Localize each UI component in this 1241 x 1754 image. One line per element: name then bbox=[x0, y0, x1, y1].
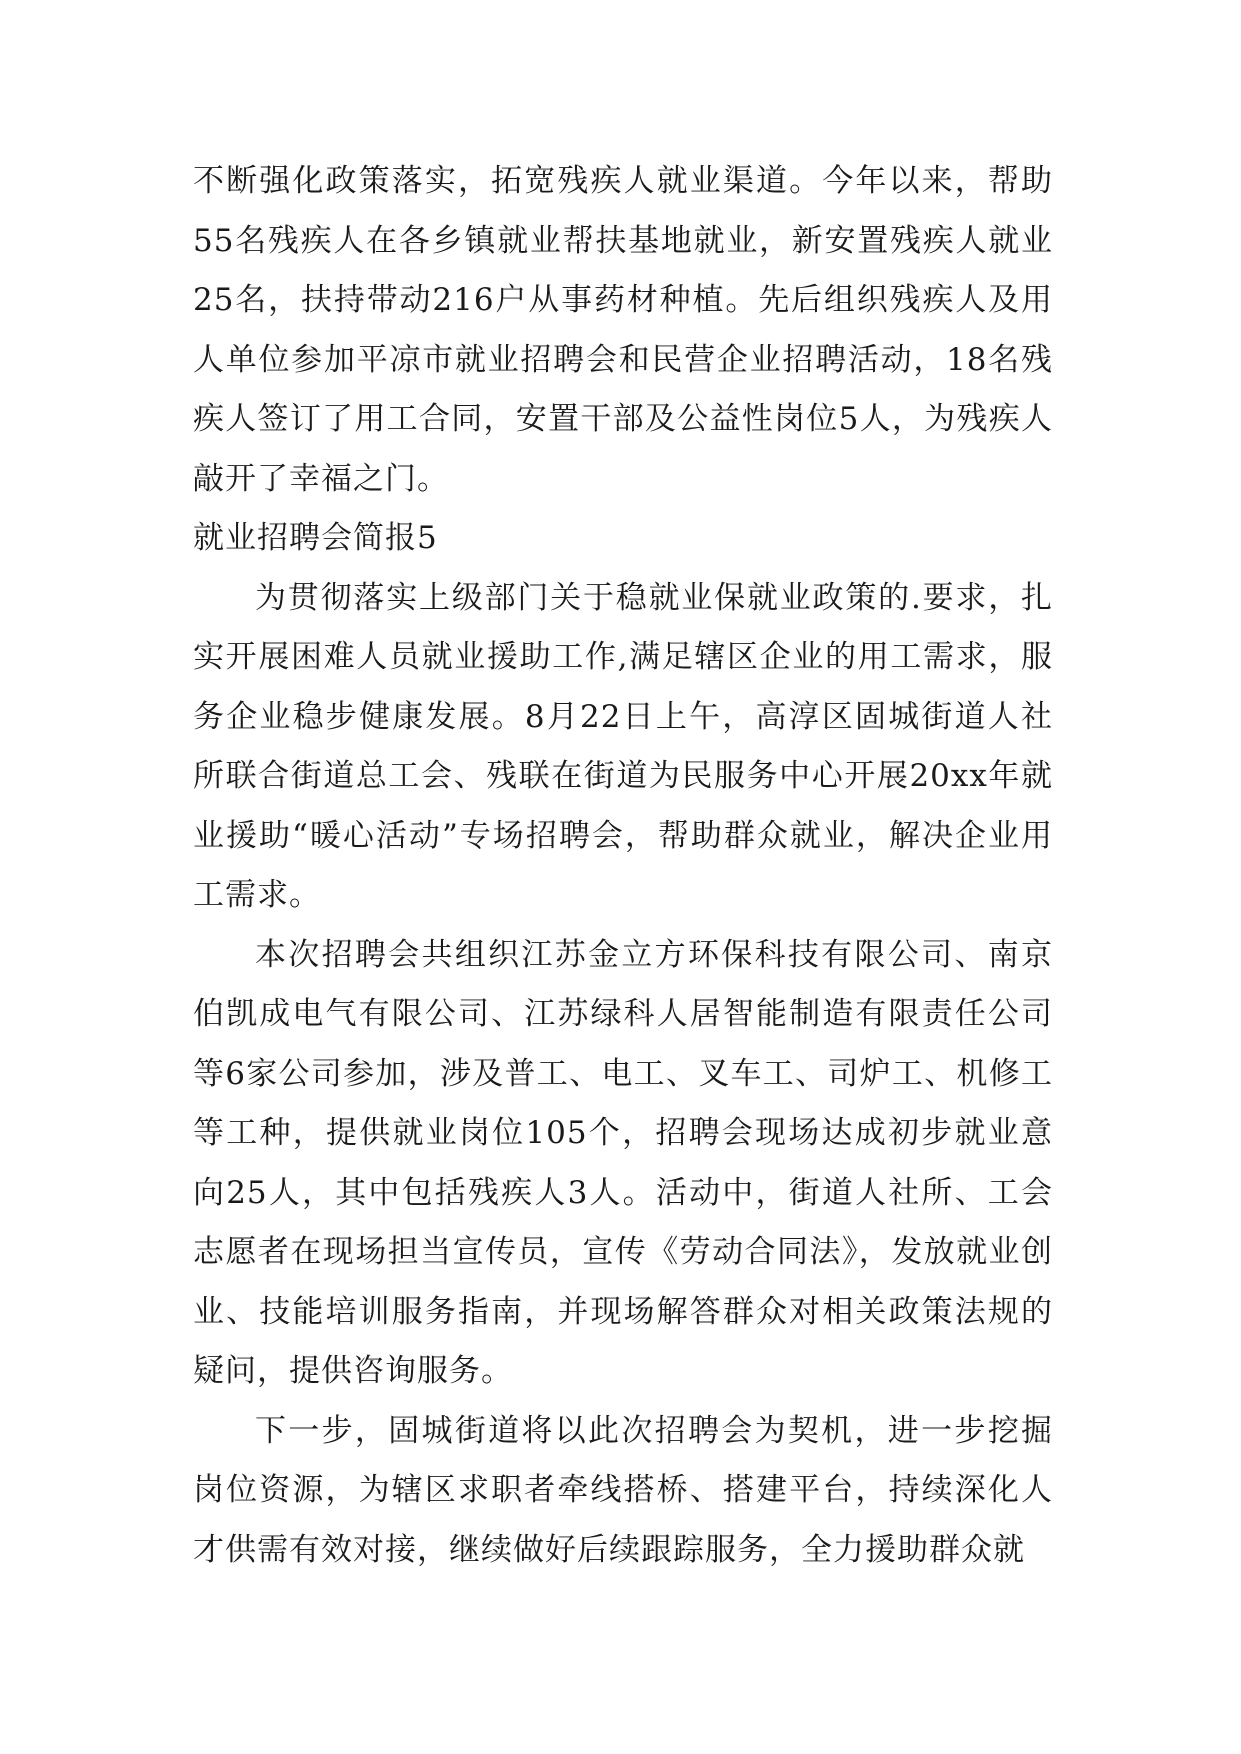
paragraph-details: 本次招聘会共组织江苏金立方环保科技有限公司、南京伯凯成电气有限公司、江苏绿科人居智能制造有限责任公司等6家公司参加，涉及普工、电工、叉车工、司炉工、机修工等工种，提供就业岗位105个，招聘会现场达成初步就业意向25人，其中包括残疾人3人。活动中，街道人社所、工会志愿者在现场担当宣传员，宣传《劳动合同法》，发放就业创业、技能培训服务指南，并现场解答群众对相关政策法规的疑问，提供咨询服务。 bbox=[193, 936, 1053, 1389]
continuation-paragraph: 不断强化政策落实，拓宽残疾人就业渠道。今年以来，帮助55名残疾人在各乡镇就业帮扶基地就业，新安置残疾人就业25名，扶持带动216户从事药材种植。先后组织残疾人及用人单位参加平凉市就业招聘会和民营企业招聘活动，18名残疾人签订了用工合同，安置干部及公益性岗位5人，为残疾人敲开了幸福之门。 bbox=[193, 163, 1053, 497]
document-body bbox=[193, 152, 1053, 1580]
section-heading: 就业招聘会简报5 bbox=[193, 520, 438, 556]
paragraph-next-steps: 下一步，固城街道将以此次招聘会为契机，进一步挖掘岗位资源，为辖区求职者牵线搭桥、搭建平台，持续深化人才供需有效对接，继续做好后续跟踪服务，全力援助群众就 bbox=[193, 1412, 1053, 1568]
paragraph-intro: 为贯彻落实上级部门关于稳就业保就业政策的.要求，扎实开展困难人员就业援助工作,满足辖区企业的用工需求，服务企业稳步健康发展。8月22日上午，高淳区固城街道人社所联合街道总工会、残联在街道为民服务中心开展20xx年就业援助“暖心活动”专场招聘会，帮助群众就业，解决企业用工需求。 bbox=[193, 579, 1053, 913]
